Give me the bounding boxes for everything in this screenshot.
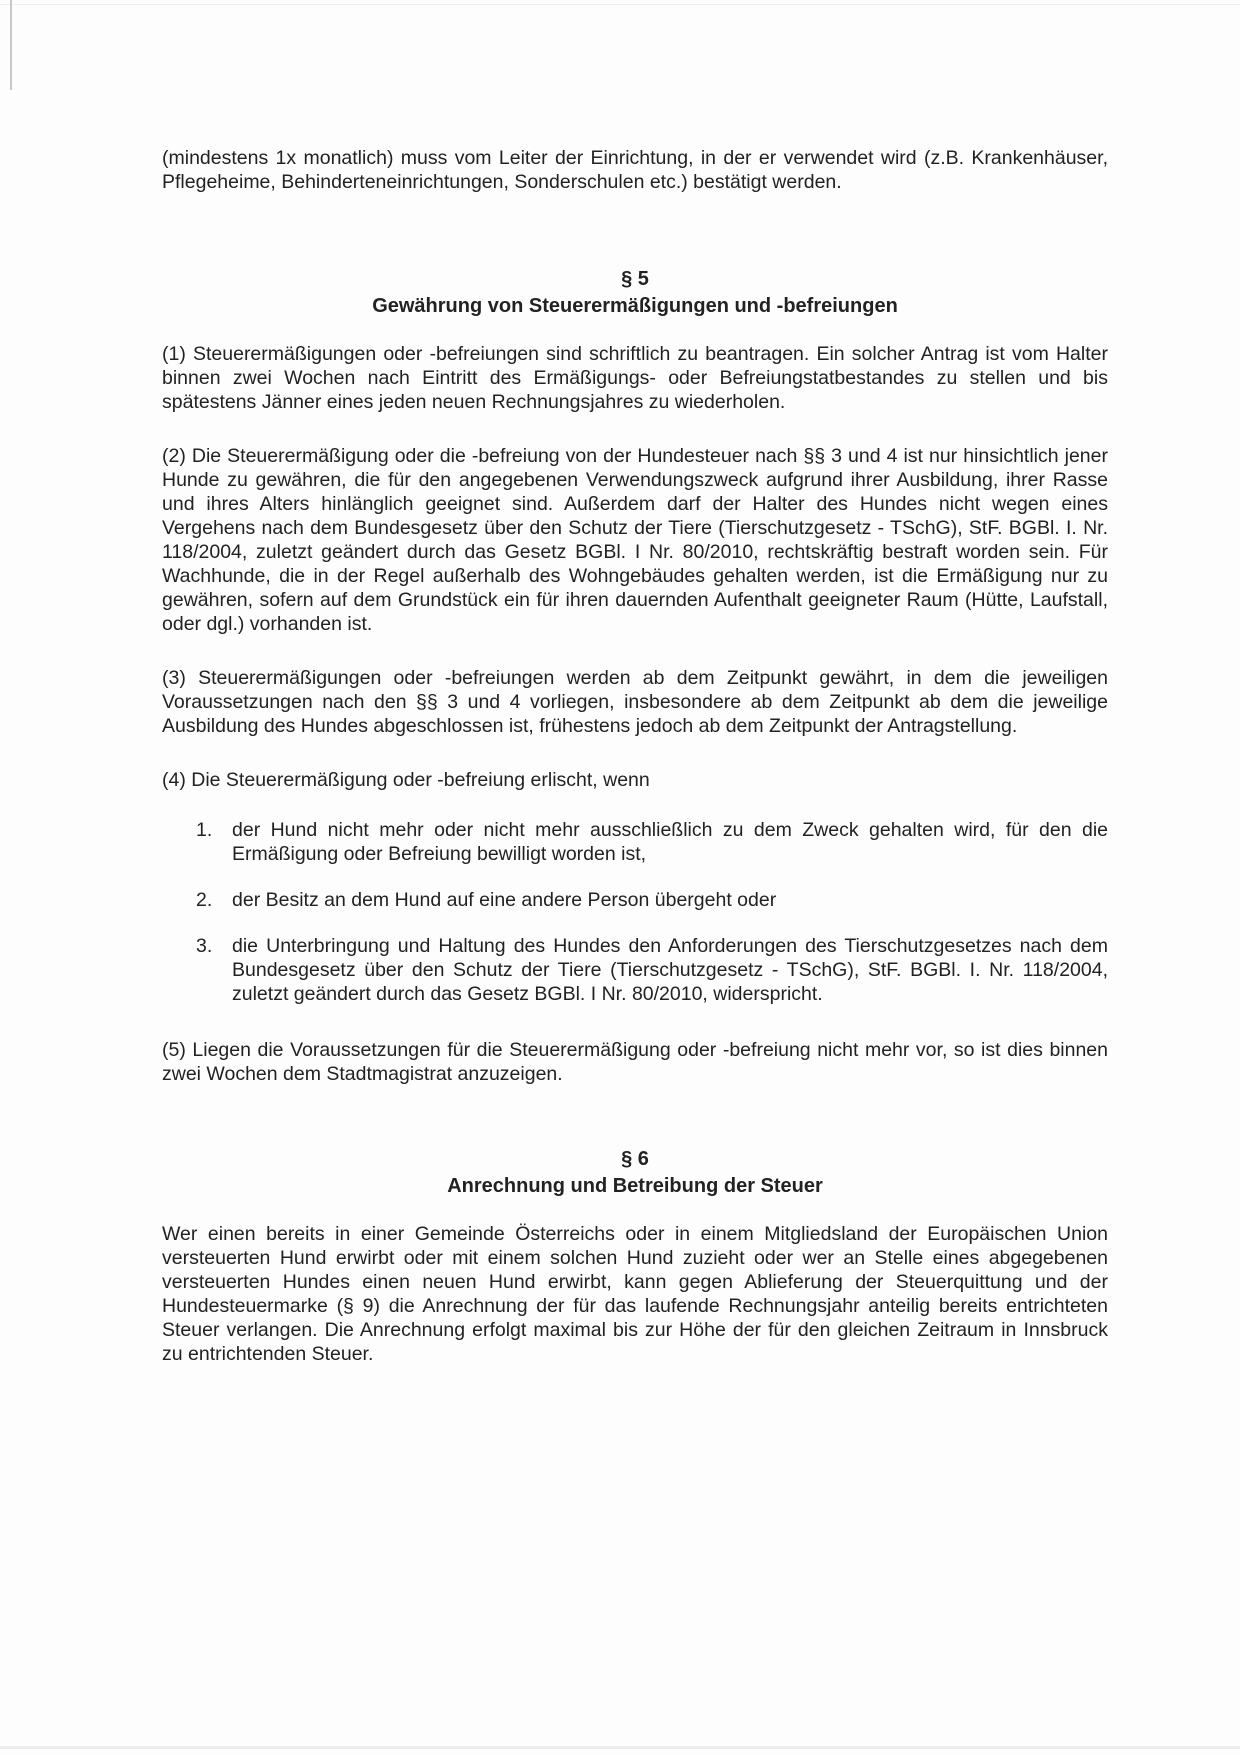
section-6-heading <box>162 1146 1108 1200</box>
section-6-paragraph-1: Wer einen bereits in einer Gemeinde Österreichs oder in einem Mitgliedsland der Europäischen Union versteuerten Hund erwirbt oder mit einem solchen Hund zuzieht oder wer an Stelle eines abgegebenen versteuerten Hundes einen neuen Hund erwirbt, kann gegen Ablieferung der Steuerquittung und der Hundesteuermarke (§ 9) die Anrechnung der für das laufende Rechnungsjahr anteilig bereits entrichteten Steuer verlangen. Die Anrechnung erfolgt maximal bis zur Höhe der für den gleichen Zeitraum in Innsbruck zu entrichtenden Steuer. <box>162 1223 1108 1365</box>
section-6-title: Anrechnung und Betreibung der Steuer <box>447 1175 823 1197</box>
list-item-text: der Hund nicht mehr oder nicht mehr ausschließlich zu dem Zweck gehalten wird, für den die Ermäßigung oder Befreiung bewilligt worden ist, <box>232 819 1108 865</box>
section-5-paragraph-4: (4) Die Steuerermäßigung oder -befreiung erlischt, wenn <box>162 769 650 791</box>
section-5-number: § 5 <box>621 268 649 290</box>
list-item-marker: 2. <box>196 889 213 911</box>
list-item <box>162 934 1108 1006</box>
section-5-paragraph-5: (5) Liegen die Voraussetzungen für die Steuerermäßigung oder -befreiung nicht mehr vor, so ist dies binnen zwei Wochen dem Stadtmagistrat anzuzeigen. <box>162 1039 1108 1085</box>
scan-edge-bottom <box>0 1746 1240 1749</box>
document-body <box>162 146 1108 1366</box>
section-5-paragraph-1: (1) Steuerermäßigungen oder -befreiungen sind schriftlich zu beantragen. Ein solcher Antrag ist vom Halter binnen zwei Wochen nach Eintritt des Ermäßigungs- oder Befreiungstatbestandes zu stellen und bis spätestens Jänner eines jeden neuen Rechnungsjahres zu wiederholen. <box>162 343 1108 413</box>
list-item-marker: 1. <box>196 819 213 841</box>
list-item-text: der Besitz an dem Hund auf eine andere Person übergeht oder <box>232 889 777 911</box>
section-5-condition-list <box>162 818 1108 1006</box>
section-5-paragraph-2: (2) Die Steuerermäßigung oder die -befreiung von der Hundesteuer nach §§ 3 und 4 ist nur hinsichtlich jener Hunde zu gewähren, die für den angegebenen Verwendungszweck aufgrund ihrer Ausbildung, ihrer Rasse und ihres Alters hinlänglich geeignet sind. Außerdem darf der Halter des Hundes nicht wegen eines Vergehens nach dem Bundesgesetz über den Schutz der Tiere (Tierschutzgesetz - TSchG), StF. BGBl. I. Nr. 118/2004, zuletzt geändert durch das Gesetz BGBl. I Nr. 80/2010, rechtskräftig bestraft worden sein. Für Wachhunde, die in der Regel außerhalb des Wohngebäudes gehalten werden, ist die Ermäßigung nur zu gewähren, sofern auf dem Grundstück ein für ihren dauernden Aufenthalt geeigneter Raum (Hütte, Laufstall, oder dgl.) vorhanden ist. <box>162 445 1108 635</box>
list-item <box>162 888 1108 912</box>
list-item-text: die Unterbringung und Haltung des Hundes den Anforderungen des Tierschutzgesetzes nach dem Bundesgesetz über den Schutz der Tiere (Tierschutzgesetz - TSchG), StF. BGBl. I. Nr. 118/2004, zuletzt geändert durch das Gesetz BGBl. I Nr. 80/2010, widerspricht. <box>232 935 1108 1005</box>
scan-edge-left <box>10 0 12 90</box>
intro-paragraph: (mindestens 1x monatlich) muss vom Leiter der Einrichtung, in der er verwendet wird (z.B. Krankenhäuser, Pflegeheime, Behinderteneinrichtungen, Sonderschulen etc.) bestätigt werden. <box>162 147 1108 193</box>
section-5-title: Gewährung von Steuerermäßigungen und -befreiungen <box>372 295 898 317</box>
scan-edge-top <box>0 4 1240 5</box>
section-6-number: § 6 <box>621 1148 649 1170</box>
section-5-paragraph-3: (3) Steuerermäßigungen oder -befreiungen werden ab dem Zeitpunkt gewährt, in dem die jeweiligen Voraussetzungen nach den §§ 3 und 4 vorliegen, insbesondere ab dem Zeitpunkt ab dem die jeweilige Ausbildung des Hundes abgeschlossen ist, frühestens jedoch ab dem Zeitpunkt der Antragstellung. <box>162 667 1108 737</box>
list-item <box>162 818 1108 866</box>
section-5-heading <box>162 266 1108 320</box>
list-item-marker: 3. <box>196 935 213 957</box>
